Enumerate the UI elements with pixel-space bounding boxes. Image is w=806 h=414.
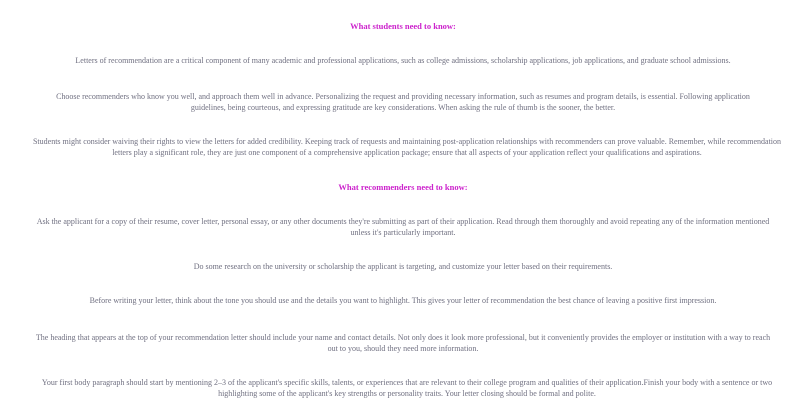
students-paragraph-2: Choose recommenders who know you well, and approach them well in advance. Personalizing the request and providing necessary information, such as resumes and program details, is essential. Following application guidelines, being courteous, and expressing gratitude are key considerations. When asking the rule of thumb is the sooner, the better. (56, 92, 750, 112)
students-heading: What students need to know: (350, 21, 456, 31)
recommenders-heading: What recommenders need to know: (338, 182, 468, 192)
students-paragraph-3: Students might consider waiving their rights to view the letters for added credibility. Keeping track of requests and maintaining post-application relationships with recommenders can prove valuable. Remember, while recommendation letters play a significant role, they are just one component of a comprehensive application package; ensure that all aspects of your application reflect your qualifications and aspirations. (32, 137, 782, 157)
recommenders-paragraph-3: Before writing your letter, think about the tone you should use and the details you want to highlight. This gives your letter of recommendation the best chance of leaving a positive first impression. (89, 296, 717, 305)
recommenders-paragraph-2: Do some research on the university or scholarship the applicant is targeting, and customize your letter based on their requirements. (193, 262, 613, 271)
recommenders-paragraph-1: Ask the applicant for a copy of their resume, cover letter, personal essay, or any other documents they're submitting as part of their application. Read through them thoroughly and avoid repeating any of the information mentioned unless it's particularly important. (36, 217, 770, 237)
students-paragraph-1: Letters of recommendation are a critical component of many academic and professional applications, such as college admissions, scholarship applications, job applications, and graduate school admissions. (75, 56, 731, 65)
recommenders-paragraph-4: The heading that appears at the top of your recommendation letter should include your name and contact details. Not only does it look more professional, but it conveniently provides the employer or institution with a way to reach out to you, should they need more information. (35, 333, 771, 353)
recommenders-paragraph-5: Your first body paragraph should start by mentioning 2–3 of the applicant's specific skills, talents, or experiences that are relevant to their college program and qualities of their application.Finish your body with a sentence or two highlighting some of the applicant's key strengths or personality traits. Your letter closing should be formal and polite. (41, 378, 773, 398)
